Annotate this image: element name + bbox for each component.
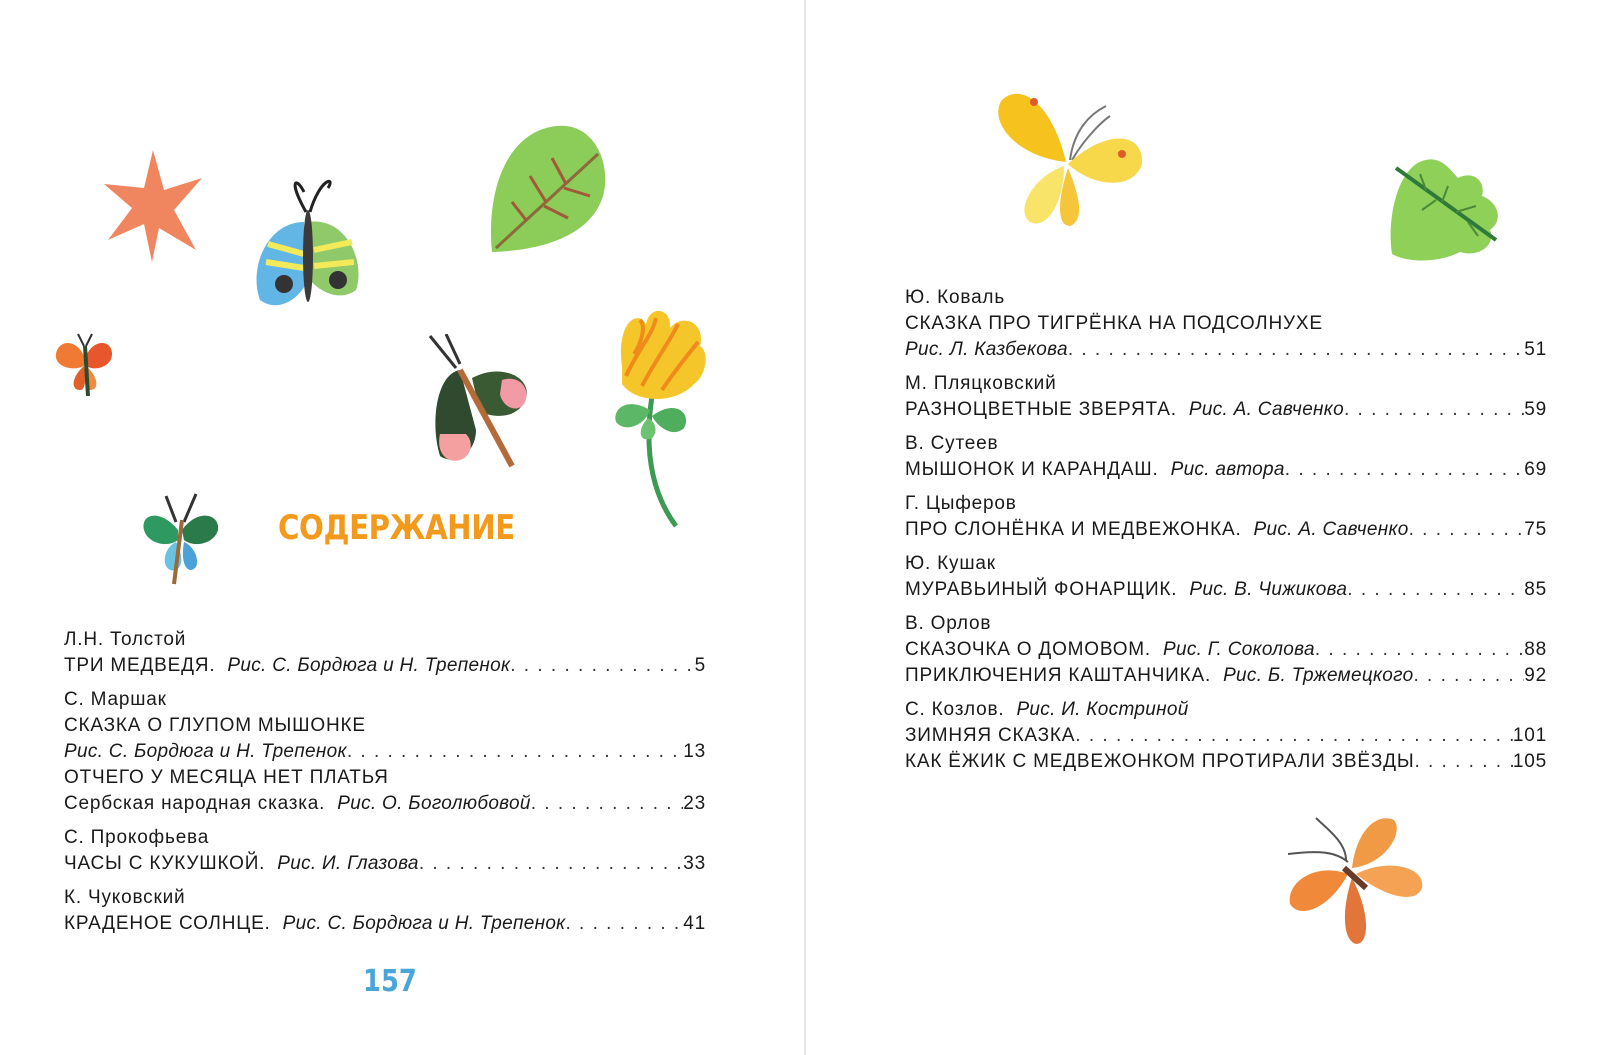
entry-line[interactable] [64, 911, 706, 937]
entry-illustrator: Рис. Г. Соколова [1163, 639, 1315, 660]
green-leaf-icon [486, 122, 610, 256]
entry-illustrator: Рис. А. Савченко [1253, 519, 1409, 540]
leader-dots [419, 851, 683, 877]
entry-page: 69 [1524, 459, 1547, 480]
entry-page: 33 [683, 853, 706, 874]
entry-page: 23 [683, 793, 706, 814]
entry-illustrator: Рис. автора [1170, 459, 1285, 480]
leader-dots [1347, 577, 1524, 603]
entry-illustrator: Рис. О. Боголюбовой [337, 793, 531, 814]
entry-author: В. Сутеев [905, 433, 999, 454]
entry-author: Ю. Кушак [905, 553, 996, 574]
leader-dots [1413, 663, 1524, 689]
leader-dots [347, 739, 683, 765]
leader-dots [1285, 457, 1524, 483]
orange-star-icon [104, 150, 204, 262]
orange-butterfly-icon [1286, 812, 1426, 946]
toc-entry [905, 371, 1547, 423]
entry-title: МЫШОНОК И КАРАНДАШ. [905, 459, 1159, 480]
entry-author: С. Козлов. [905, 699, 1005, 720]
toc-entry [905, 551, 1547, 603]
page-gutter [804, 0, 806, 1055]
toc-entry [905, 491, 1547, 543]
entry-subtitle: Сербская народная сказка. [64, 793, 326, 814]
entry-illustrator: Рис. А. Савченко [1188, 399, 1344, 420]
green-butterfly-icon [140, 490, 224, 586]
entry-title[interactable]: ОТЧЕГО У МЕСЯЦА НЕТ ПЛАТЬЯ [64, 767, 389, 788]
toc-entry [905, 697, 1547, 775]
entry-title: ЧАСЫ С КУКУШКОЙ. [64, 853, 266, 874]
entry-page: 59 [1524, 399, 1547, 420]
entry-illustrator: Рис. Б. Тржемецкого [1223, 665, 1414, 686]
entry-page: 105 [1512, 751, 1547, 772]
entry-title[interactable]: СКАЗКА О ГЛУПОМ МЫШОНКЕ [64, 715, 366, 736]
toc-entry [64, 687, 706, 817]
entry-author: Ю. Коваль [905, 287, 1006, 308]
entry-author: Л.Н. Толстой [64, 629, 187, 650]
entry-title: МУРАВЬИНЫЙ ФОНАРЩИК. [905, 579, 1178, 600]
yellow-flower-icon [606, 306, 712, 528]
entry-title[interactable]: СКАЗКА ПРО ТИГРЁНКА НА ПОДСОЛНУХЕ [905, 313, 1323, 334]
entry-page: 41 [683, 913, 706, 934]
entry-page: 5 [694, 655, 706, 676]
entry-page: 85 [1524, 579, 1547, 600]
entry-illustrator: Рис. И. Глазова [277, 853, 419, 874]
entry-illustrator: Рис. С. Бордюга и Н. Трепенок [64, 741, 347, 762]
entry-page: 92 [1524, 665, 1547, 686]
entry-page: 13 [683, 741, 706, 762]
entry-line[interactable] [905, 337, 1547, 363]
pink-moth-icon [416, 334, 532, 468]
entry-illustrator: Рис. И. Костриной [1016, 699, 1189, 720]
leader-dots [1344, 397, 1524, 423]
entry-line[interactable] [905, 749, 1547, 775]
entry-page: 101 [1512, 725, 1547, 746]
leader-dots [565, 911, 683, 937]
toc-entry [905, 285, 1547, 363]
entry-title: ПРИКЛЮЧЕНИЯ КАШТАНЧИКА. [905, 665, 1212, 686]
entry-title: ЗИМНЯЯ СКАЗКА [905, 725, 1076, 746]
entry-line[interactable] [905, 397, 1547, 423]
leader-dots [1075, 723, 1513, 749]
entry-title: КРАДЕНОЕ СОЛНЦЕ. [64, 913, 271, 934]
yellow-butterfly-icon [994, 80, 1144, 230]
entry-title: РАЗНОЦВЕТНЫЕ ЗВЕРЯТА. [905, 399, 1177, 420]
green-oak-leaf-icon [1386, 154, 1506, 264]
entry-line[interactable] [905, 577, 1547, 603]
leader-dots [1414, 749, 1512, 775]
toc-entry [64, 627, 706, 679]
entry-author: Г. Цыферов [905, 493, 1017, 514]
entry-title: ТРИ МЕДВЕДЯ. [64, 655, 216, 676]
entry-illustrator: Рис. С. Бордюга и Н. Трепенок [227, 655, 511, 676]
leader-dots [1315, 637, 1524, 663]
leader-dots [1068, 337, 1524, 363]
entry-illustrator: Рис. В. Чижикова [1189, 579, 1348, 600]
entry-line[interactable] [64, 851, 706, 877]
entry-line[interactable] [64, 739, 706, 765]
toc-entry [64, 885, 706, 937]
entry-author: В. Орлов [905, 613, 992, 634]
entry-page: 75 [1524, 519, 1547, 540]
entry-author: К. Чуковский [64, 887, 186, 908]
entry-line[interactable] [905, 517, 1547, 543]
page-number: 157 [363, 964, 417, 999]
leader-dots [1409, 517, 1525, 543]
entry-author: С. Прокофьева [64, 827, 210, 848]
entry-title: КАК ЁЖИК С МЕДВЕЖОНКОМ ПРОТИРАЛИ ЗВЁЗДЫ [905, 751, 1415, 772]
blue-moth-icon [248, 172, 366, 322]
entry-author: С. Маршак [64, 689, 167, 710]
entry-line[interactable] [905, 457, 1547, 483]
entry-author: М. Пляцковский [905, 373, 1057, 394]
entry-illustrator: Рис. Л. Казбекова [905, 339, 1068, 360]
small-orange-butterfly-icon [54, 332, 114, 398]
entry-page: 88 [1524, 639, 1547, 660]
entry-title: СКАЗОЧКА О ДОМОВОМ. [905, 639, 1151, 660]
entry-page: 51 [1524, 339, 1547, 360]
toc-left [64, 627, 706, 945]
entry-line[interactable] [905, 723, 1547, 749]
entry-line[interactable] [905, 637, 1547, 663]
toc-right [905, 285, 1547, 783]
entry-illustrator: Рис. С. Бордюга и Н. Трепенок [282, 913, 566, 934]
contents-heading: СОДЕРЖАНИЕ [278, 508, 515, 548]
leader-dots [531, 791, 684, 817]
entry-title: ПРО СЛОНЁНКА И МЕДВЕЖОНКА. [905, 519, 1242, 540]
entry-line[interactable] [64, 653, 706, 679]
leader-dots [510, 653, 692, 679]
toc-entry [64, 825, 706, 877]
toc-entry [905, 611, 1547, 689]
entry-line[interactable] [905, 663, 1547, 689]
entry-line[interactable] [64, 791, 706, 817]
toc-entry [905, 431, 1547, 483]
